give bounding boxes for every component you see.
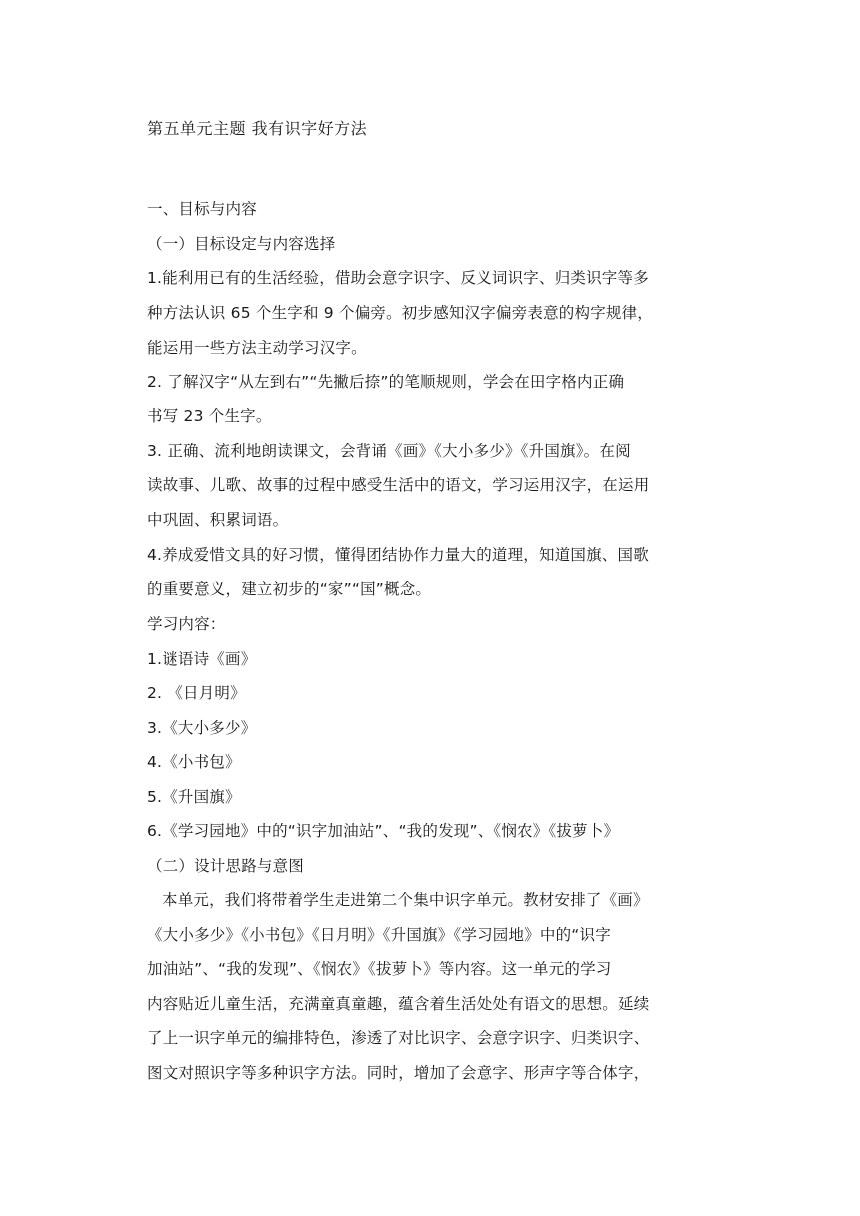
subsection-heading-goal-setting: （一）目标设定与内容选择	[147, 235, 336, 253]
goal-2-line-2: 书写 23 个生字。	[147, 407, 272, 425]
goal-1-line-2: 种方法认识 65 个生字和 9 个偏旁。初步感知汉字偏旁表意的构字规律，	[147, 304, 653, 322]
design-paragraph-line-4: 内容贴近儿童生活，充满童真童趣，蕴含着生活处处有语文的思想。延续	[147, 995, 650, 1013]
goal-4-line-2: 的重要意义，建立初步的“家”“国”概念。	[147, 580, 432, 598]
goal-3-line-2: 读故事、儿歌、故事的过程中感受生活中的语文，学习运用汉字，在运用	[147, 476, 650, 494]
content-item: 4.《小书包》	[147, 753, 241, 771]
content-item: 1.谜语诗《画》	[147, 650, 257, 668]
content-item: 2. 《日月明》	[147, 684, 246, 702]
design-paragraph-line-3: 加油站”、“我的发现”、《悯农》《拔萝卜》等内容。这一单元的学习	[147, 960, 612, 978]
goal-1-line-1: 1.能利用已有的生活经验，借助会意字识字、反义词识字、归类识字等多	[147, 269, 649, 287]
section-heading-goals: 一、目标与内容	[147, 200, 257, 218]
document-title: 第五单元主题 我有识字好方法	[147, 119, 368, 138]
content-item: 5.《升国旗》	[147, 788, 241, 806]
goal-4-line-1: 4.养成爱惜文具的好习惯，懂得团结协作力量大的道理，知道国旗、国歌	[147, 546, 649, 564]
design-paragraph-line-2: 《大小多少》《小书包》《日月明》《升国旗》《学习园地》中的“识字	[147, 926, 611, 944]
design-paragraph-line-6: 图文对照识字等多种识字方法。同时，增加了会意字、形声字等合体字，	[147, 1064, 650, 1082]
design-paragraph-line-1: 本单元，我们将带着学生走进第二个集中识字单元。教材安排了《画》	[162, 891, 649, 909]
subsection-heading-design: （二）设计思路与意图	[147, 857, 305, 875]
goal-2-line-1: 2. 了解汉字“从左到右”“先撇后捺”的笔顺规则，学会在田字格内正确	[147, 373, 625, 391]
goal-3-line-3: 中巩固、积累词语。	[147, 511, 289, 529]
goal-3-line-1: 3. 正确、流利地朗读课文，会背诵《画》《大小多少》《升国旗》。在阅	[147, 442, 631, 460]
goal-1-line-3: 能运用一些方法主动学习汉字。	[147, 339, 367, 357]
content-label: 学习内容：	[147, 615, 226, 633]
content-item: 6.《学习园地》中的“识字加油站”、“我的发现”、《悯农》《拔萝卜》	[147, 822, 620, 840]
design-paragraph-line-5: 了上一识字单元的编排特色，渗透了对比识字、会意字识字、归类识字、	[147, 1029, 650, 1047]
content-item: 3.《大小多少》	[147, 719, 257, 737]
